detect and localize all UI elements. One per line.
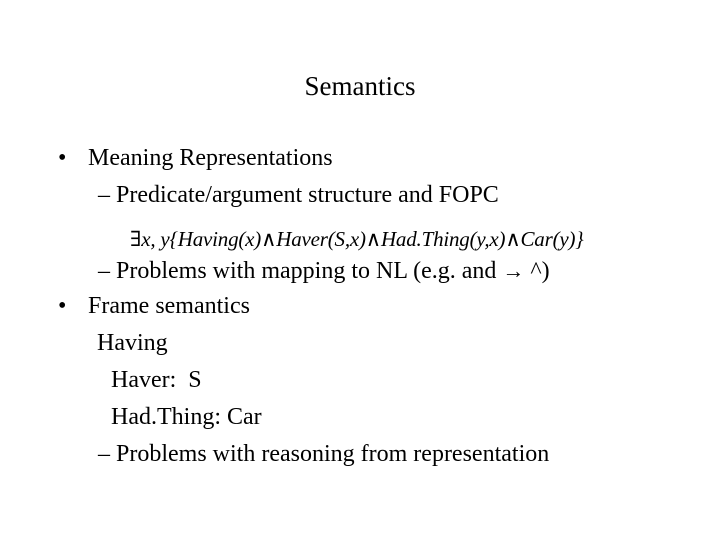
subitem-predicate-argument xyxy=(98,179,499,211)
bullet-text: Meaning Representations xyxy=(88,145,333,171)
dash-marker: – xyxy=(98,182,110,208)
formula-part-3: Had.Thing(y,x) xyxy=(380,227,506,251)
bullet-frame-semantics xyxy=(58,290,250,322)
dash-marker: – xyxy=(98,441,110,467)
subitem-text-before: Problems with mapping to NL (e.g. and xyxy=(116,258,503,284)
formula-part-4: Car(y)} xyxy=(520,227,584,251)
and-symbol: ∧ xyxy=(505,227,521,251)
subitem-text: Predicate/argument structure and FOPC xyxy=(116,182,499,208)
formula-part-2: Haver(S,x) xyxy=(276,227,366,251)
exists-symbol: ∃ xyxy=(130,227,142,251)
fopc-formula xyxy=(130,224,583,254)
and-symbol: ∧ xyxy=(365,227,381,251)
bullet-marker: • xyxy=(58,293,67,319)
bullet-marker: • xyxy=(58,145,67,171)
frame-slot-hadthing: Had.Thing: Car xyxy=(111,404,262,430)
dash-marker: – xyxy=(98,258,110,284)
formula-part-1: x, y{Having(x) xyxy=(141,227,262,251)
right-arrow-icon: → xyxy=(502,258,525,283)
subitem-text-after: ^) xyxy=(524,258,550,284)
and-symbol: ∧ xyxy=(261,227,277,251)
subitem-problems-mapping xyxy=(98,255,550,287)
subitem-problems-reasoning xyxy=(98,438,549,470)
frame-slot-haver: Haver: S xyxy=(111,367,202,393)
slide-title: Semantics xyxy=(304,71,416,101)
subitem-text: Problems with reasoning from representation xyxy=(116,441,550,467)
bullet-text: Frame semantics xyxy=(88,293,250,319)
frame-name: Having xyxy=(97,330,168,356)
bullet-meaning-representations xyxy=(58,142,333,174)
